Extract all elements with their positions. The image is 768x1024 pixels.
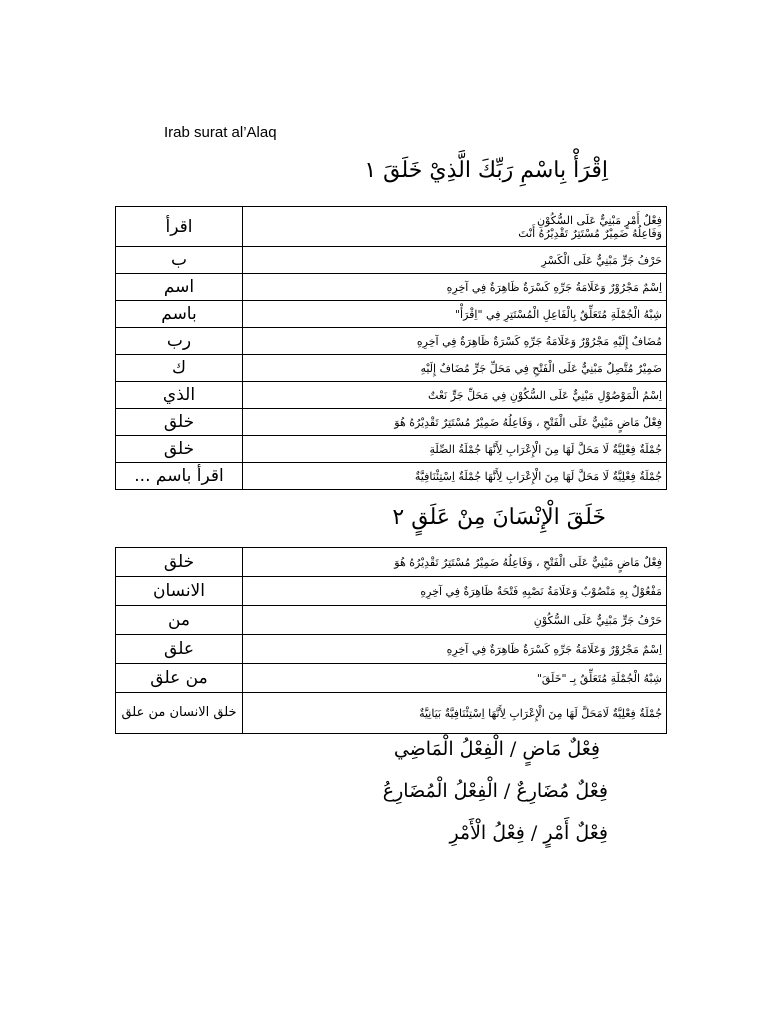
analyzed-word: من علق <box>116 664 243 693</box>
analyzed-word: خلق الانسان من علق <box>116 693 243 734</box>
irab-description <box>243 355 667 382</box>
page-title: Irab surat al’Alaq <box>164 124 277 141</box>
irab-description <box>243 328 667 355</box>
irab-description <box>243 247 667 274</box>
irab-table-verse-2 <box>115 547 667 734</box>
note-present-verb: فِعْلٌ مُضَارِعٌ / الْفِعْلُ الْمُضَارِعُ <box>382 780 608 802</box>
irab-description-line: اِسْمٌ مَجْرُوْرٌ وَعَلَامَةُ جَرِّهِ كَسْرَةٌ ظَاهِرَةٌ فِي آخِرِهِ <box>446 642 662 656</box>
irab-description <box>243 207 667 247</box>
irab-description <box>243 606 667 635</box>
analyzed-word: اقرأ باسم ... <box>116 463 243 490</box>
irab-description-line: جُمْلَةٌ فِعْلِيَّةٌ لَا مَحَلَّ لَهَا مِنَ الْإِعْرَابِ لِأَنَّهَا جُمْلَةٌ اِسْتِئْنَافِيَّةٌ <box>414 469 662 483</box>
table-row <box>116 382 667 409</box>
table-row <box>116 664 667 693</box>
table-row <box>116 328 667 355</box>
irab-description-line: فِعْلٌ أَمْرٍ مَبْنِيٌّ عَلَى السُّكُوْنِ <box>536 213 662 227</box>
analyzed-word: باسم <box>116 301 243 328</box>
irab-description-line: فِعْلٌ مَاضٍ مَبْنِيٌّ عَلَى الْفَتْحِ ، وَفَاعِلُهُ ضَمِيْرٌ مُسْتَتِرٌ تَقْدِيْرُهُ هُوَ <box>394 415 662 429</box>
irab-description-line: جُمْلَةٌ فِعْلِيَّةٌ لَا مَحَلَّ لَهَا مِنَ الْإِعْرَابِ لِأَنَّهَا جُمْلَةُ الصِّلَةِ <box>429 442 662 456</box>
irab-description-line: مُضَافٌ إِلَيْهِ مَجْرُوْرٌ وَعَلَامَةُ جَرِّهِ كَسْرَةٌ ظَاهِرَةٌ فِي آخِرِهِ <box>416 334 662 348</box>
note-past-verb: فِعْلٌ مَاضٍ / الْفِعْلُ الْمَاضِي <box>393 738 600 760</box>
table-row <box>116 301 667 328</box>
analyzed-word: علق <box>116 635 243 664</box>
analyzed-word: خلق <box>116 409 243 436</box>
table-row <box>116 635 667 664</box>
analyzed-word: اقرأ <box>116 207 243 247</box>
table-row <box>116 409 667 436</box>
irab-description <box>243 693 667 734</box>
note-imperative-verb: فِعْلٌ أَمْرٍ / فِعْلُ الْأَمْرِ <box>449 822 608 844</box>
irab-description-line: اِسْمٌ مَجْرُوْرٌ وَعَلَامَةُ جَرِّهِ كَسْرَةٌ ظَاهِرَةٌ فِي آخِرِهِ <box>446 280 662 294</box>
table-row <box>116 577 667 606</box>
irab-description <box>243 382 667 409</box>
irab-table-verse-1 <box>115 206 667 490</box>
verse-1-heading: اِقْرَأْ بِاسْمِ رَبِّكَ الَّذِيْ خَلَقَ ١ <box>364 158 608 183</box>
irab-description <box>243 301 667 328</box>
irab-description <box>243 577 667 606</box>
irab-description-line: فِعْلٌ مَاضٍ مَبْنِيٌّ عَلَى الْفَتْحِ ، وَفَاعِلُهُ ضَمِيْرٌ مُسْتَتِرٌ تَقْدِيْرُهُ هُوَ <box>394 555 662 569</box>
analyzed-word: خلق <box>116 436 243 463</box>
irab-description-line: ضَمِيْرٌ مُتَّصِلٌ مَبْنِيٌّ عَلَى الْفَتْحِ فِي مَحَلِّ جَرٍّ مُضَافٌ إِلَيْهِ <box>420 361 662 375</box>
irab-description-line: حَرْفُ جَرٍّ مَبْنِيٌّ عَلَى الْكَسْرِ <box>541 253 662 267</box>
irab-description <box>243 664 667 693</box>
analyzed-word: خلق <box>116 548 243 577</box>
verse-2-heading: خَلَقَ الْإِنْسَانَ مِنْ عَلَقٍ ٢ <box>392 505 606 530</box>
irab-description-line: وَفَاعِلُهُ ضَمِيْرٌ مُسْتَتِرٌ تَقْدِيْرُهُ أَنْتَ <box>518 226 662 240</box>
irab-description <box>243 463 667 490</box>
analyzed-word: الذي <box>116 382 243 409</box>
irab-description-line: شِبْهُ الْجُمْلَةِ مُتَعَلِّقٌ بِالْفَاعِلِ الْمُسْتَتِرِ فِي "اِقْرَأْ" <box>454 307 662 321</box>
irab-description <box>243 274 667 301</box>
analyzed-word: من <box>116 606 243 635</box>
irab-description-line: مَفْعُوْلٌ بِهِ مَنْصُوْبٌ وَعَلَامَةُ نَصْبِهِ فَتْحَةٌ ظَاهِرَةٌ فِي آخِرِهِ <box>420 584 662 598</box>
table-row <box>116 274 667 301</box>
table-row <box>116 693 667 734</box>
analyzed-word: ك <box>116 355 243 382</box>
table-row <box>116 606 667 635</box>
table-row <box>116 247 667 274</box>
irab-description <box>243 436 667 463</box>
irab-description-line: شِبْهُ الْجُمْلَةِ مُتَعَلِّقٌ بِـ "خَلَقَ" <box>536 671 662 685</box>
analyzed-word: اسم <box>116 274 243 301</box>
table-row <box>116 548 667 577</box>
table-row <box>116 207 667 247</box>
irab-description <box>243 548 667 577</box>
table-row <box>116 436 667 463</box>
analyzed-word: الانسان <box>116 577 243 606</box>
table-row <box>116 463 667 490</box>
analyzed-word: ب <box>116 247 243 274</box>
irab-description-line: اِسْمُ الْمَوْصُوْلِ مَبْنِيٌّ عَلَى السُّكُوْنِ فِي مَحَلِّ جَرٍّ نَعْتٌ <box>428 388 662 402</box>
irab-description-line: حَرْفُ جَرٍّ مَبْنِيٌّ عَلَى السُّكُوْنِ <box>533 613 662 627</box>
table-row <box>116 355 667 382</box>
irab-description-line: جُمْلَةٌ فِعْلِيَّةٌ لَامَحَلَّ لَهَا مِنَ الْإِعْرَابِ لِأَنَّهَا اِسْتِئْنَافِيَّةٌ بَيَانِيَّةٌ <box>419 706 662 720</box>
irab-description <box>243 409 667 436</box>
irab-description <box>243 635 667 664</box>
analyzed-word: رب <box>116 328 243 355</box>
